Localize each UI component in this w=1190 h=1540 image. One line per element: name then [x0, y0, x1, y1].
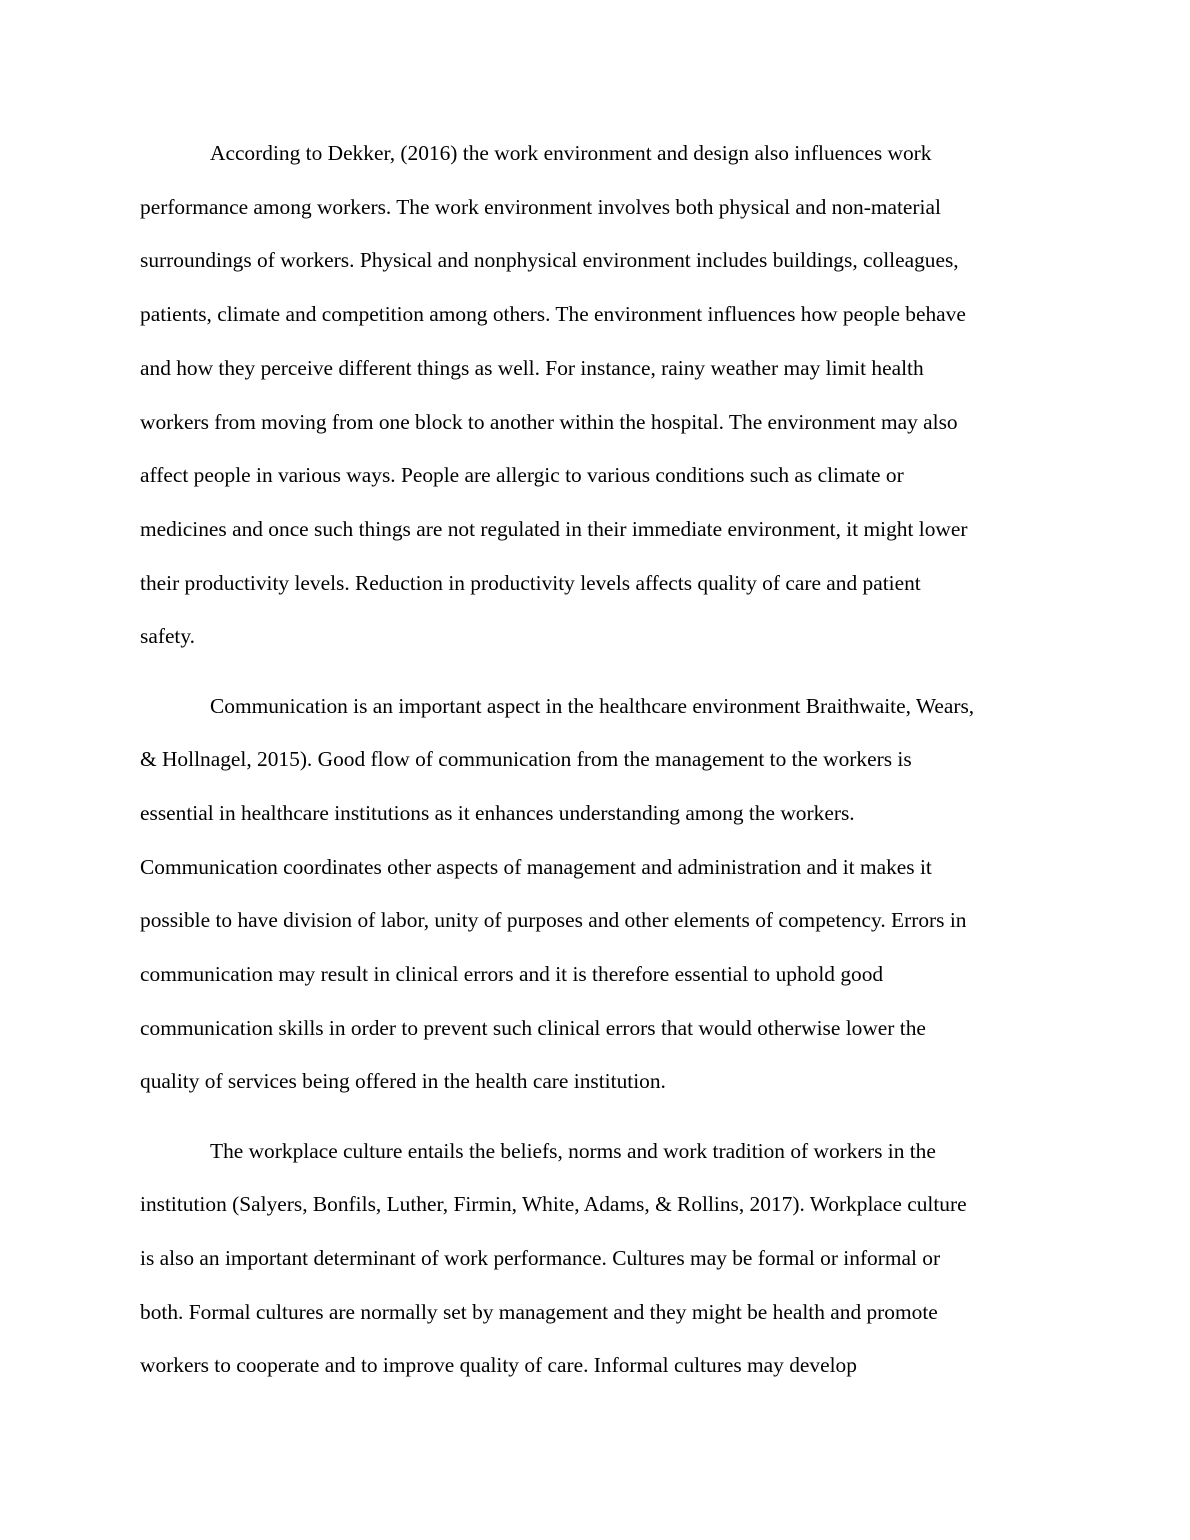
text-line: communication may result in clinical errors and it is therefore essential to uphold good: [140, 962, 884, 987]
text-line: The workplace culture entails the beliefs, norms and work tradition of workers in the: [210, 1138, 936, 1163]
text-line: essential in healthcare institutions as it enhances understanding among the workers.: [140, 800, 855, 825]
text-line: affect people in various ways. People are allergic to various conditions such as climate or: [140, 463, 904, 488]
text-line: communication skills in order to prevent such clinical errors that would otherwise lower the: [140, 1015, 926, 1040]
text-line: According to Dekker, (2016) the work environment and design also influences work: [210, 141, 932, 165]
text-line: medicines and once such things are not regulated in their immediate environment, it might lower: [140, 516, 968, 541]
text-line: possible to have division of labor, unity of purposes and other elements of competency. Errors in: [140, 908, 967, 933]
text-line: safety.: [140, 624, 196, 649]
text-line: their productivity levels. Reduction in productivity levels affects quality of care and patient: [140, 570, 921, 595]
text-line: workers to cooperate and to improve quality of care. Informal cultures may develop: [140, 1353, 857, 1378]
document-body: [140, 127, 1050, 1393]
text-line: surroundings of workers. Physical and nonphysical environment includes buildings, colleagues,: [140, 248, 959, 273]
text-line: Communication is an important aspect in the healthcare environment Braithwaite, Wears,: [210, 693, 975, 718]
text-line: & Hollnagel, 2015). Good flow of communication from the management to the workers is: [140, 747, 912, 772]
text-line: performance among workers. The work environment involves both physical and non-material: [140, 194, 941, 219]
paragraph-workplace-culture: [140, 1125, 1050, 1394]
text-line: institution (Salyers, Bonfils, Luther, Firmin, White, Adams, & Rollins, 2017). Workplace culture: [140, 1192, 967, 1217]
paragraph-work-environment: [140, 127, 1050, 664]
text-line: workers from moving from one block to another within the hospital. The environment may also: [140, 409, 958, 434]
text-line: and how they perceive different things as well. For instance, rainy weather may limit health: [140, 355, 924, 380]
text-line: is also an important determinant of work performance. Cultures may be formal or informal or: [140, 1246, 941, 1271]
text-line: both. Formal cultures are normally set by management and they might be health and promote: [140, 1299, 938, 1324]
text-line: Communication coordinates other aspects of management and administration and it makes it: [140, 854, 932, 879]
paragraph-communication: [140, 680, 1050, 1110]
text-line: patients, climate and competition among others. The environment influences how people behave: [140, 302, 966, 327]
text-line: quality of services being offered in the health care institution.: [140, 1069, 666, 1094]
